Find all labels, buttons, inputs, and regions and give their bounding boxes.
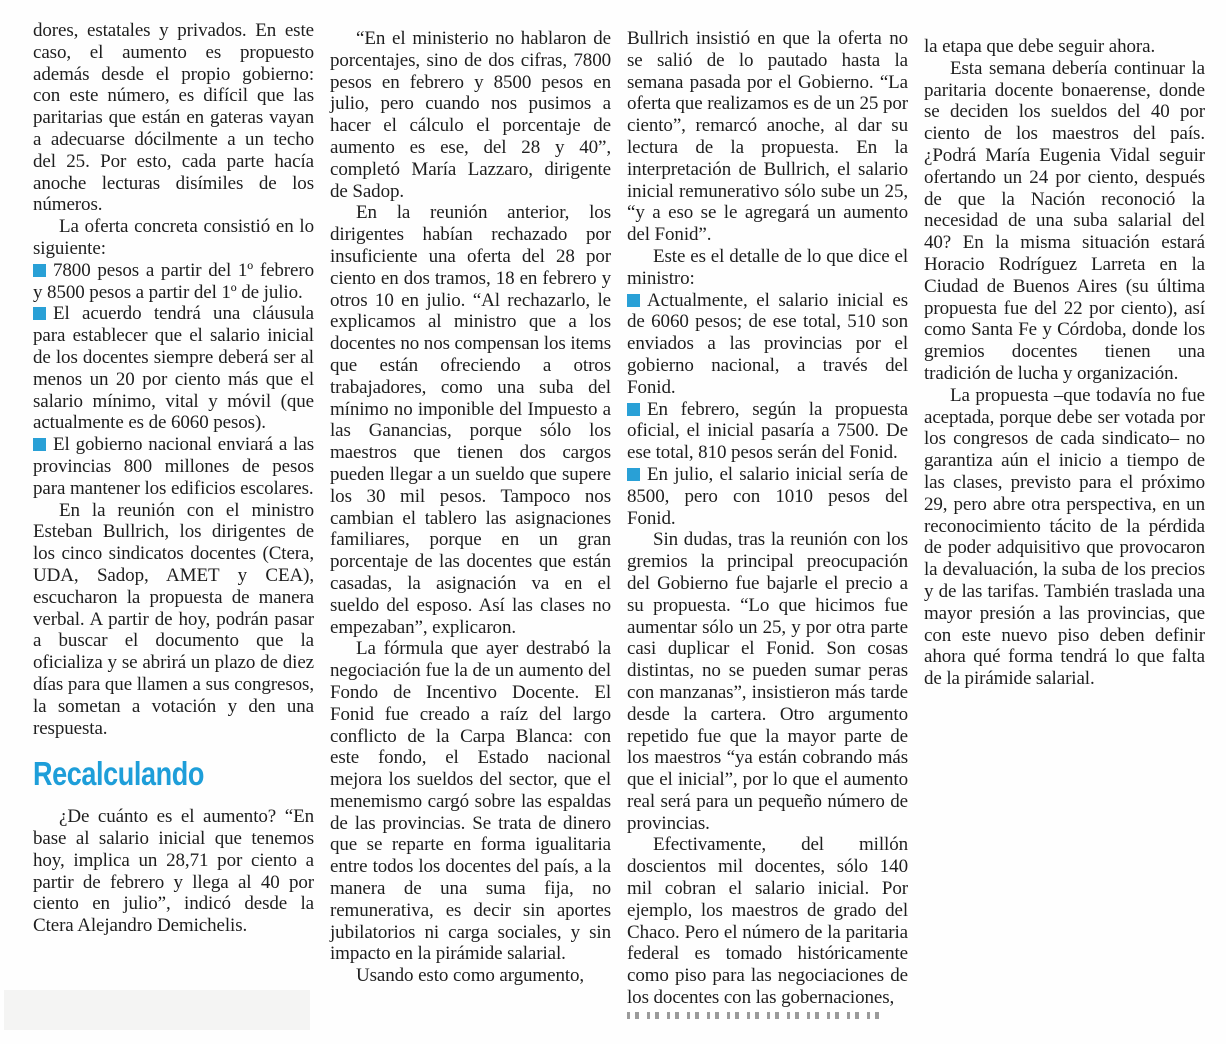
article-column-3 [627,20,908,1019]
paragraph: La propuesta –que todavía no fue aceptada, porque debe ser votada por los congresos de cada sindicato– no garantiza aún el inicio a tiempo de las clases, previsto para el próximo 29, pero abre otra perspectiva, en un reconocimiento tácito de la pérdida de poder adquisitivo que provocaron la devaluación, la suba de los precios y de las tarifas. También traslada una mayor presión a las provincias, que con este nuevo piso deben definir ahora qué forma tendrá lo que falta de la pirámide salarial. [924,384,1205,690]
bullet-square-icon [627,403,640,416]
paragraph: Bullrich insistió en que la oferta no se salió de lo pautado hasta la semana pasada por el Gobierno. “La oferta que realizamos es de un 25 por ciento”, remarcó anoche, al dar su lectura de la propuesta. En la interpretación de Bullrich, el salario inicial remunerativo sólo sube un 25, “y a eso se le agregará un aumento del Fonid”. [627,28,908,246]
paragraph: Usando esto como argumento, [356,965,585,987]
bullet-square-icon [33,307,46,320]
paragraph: Este es el detalle de lo que dice el ministro: [627,245,908,289]
bullet-item: 7800 pesos a partir del 1º febrero y 8500 pesos a partir del 1º de julio. [33,259,314,303]
scan-shade-artifact [4,990,310,1030]
article-column-1 [33,20,314,1019]
article-column-4 [924,20,1205,1019]
paragraph: En la reunión con el ministro Esteban Bullrich, los dirigentes de los cinco sindicatos docentes (Ctera, UDA, Sadop, AMET y CEA), escucharon la propuesta de manera verbal. A partir de hoy, podrán pasar a buscar el documento que la oficializa y se abrirá un plazo de diez días para que llamen a sus congresos, la sometan a votación y den una respuesta. [33,499,314,739]
bullet-item: El acuerdo tendrá una cláusula para establecer que el salario inicial de los docentes siempre deberá ser al menos un 20 por ciento más que el salario mínimo, vital y móvil (que actualmente es de 6060 pesos). [33,303,314,434]
clipped-text-remnant [627,1012,880,1019]
paragraph: dores, estatales y privados. En este caso, el aumento es propuesto además desde el propio gobierno: con este número, es difícil que las paritarias que están en gateras vayan a adecuarse dócilmente a un techo del 25. Por esto, cada parte hacía anoche lecturas disímiles de los números. [33,20,314,216]
bullet-square-icon [33,438,46,451]
paragraph: “En el ministerio no hablaron de porcentajes, sino de dos cifras, 7800 pesos en febrero y 8500 pesos en julio, pero cuando nos pusimos a hacer el cálculo el porcentaje de aumento es ese, del 28 y 40”, completó María Lazzaro, dirigente de Sadop. [330,28,611,202]
section-heading: Recalculando [33,755,205,793]
article-column-2 [330,20,611,1019]
bullet-square-icon [627,468,640,481]
paragraph: En la reunión anterior, los dirigentes habían rechazado por insuficiente una oferta del 28 por ciento en dos tramos, 18 en febrero y otros 10 en julio. “Al rechazarlo, le explicamos al ministro que a los docentes no nos compensan los items que están ofreciendo a otros trabajadores, como una suba del mínimo no imponible del Impuesto a las Ganancias, porque sólo los maestros que tienen dos cargos pueden llegar a un sueldo que supere los 30 mil pesos. Tampoco nos cambian el tablero las asignaciones familiares, porque en un gran porcentaje de las docentes que están casadas, la asignación va en el sueldo del esposo. Así las clases no empezaban”, explicaron. [330,202,611,638]
bullet-item: Actualmente, el salario inicial es de 6060 pesos; de ese total, 510 son enviados a las provincias por el gobierno nacional, a través del Fonid. [627,289,908,398]
paragraph: la etapa que debe seguir ahora. [924,36,1156,57]
bullet-square-icon [627,294,640,307]
bullet-item: En febrero, según la propuesta oficial, el inicial pasaría a 7500. De ese total, 810 pesos serán del Fonid. [627,398,908,464]
bullet-square-icon [33,264,46,277]
paragraph: La oferta concreta consistió en lo siguiente: [33,216,314,259]
paragraph: Efectivamente, del millón doscientos mil docentes, sólo 140 mil cobran el salario inicial. Por ejemplo, los maestros de grado del Chaco. Pero el número de la paritaria federal es tomado históricamente como piso para las negociaciones de los docentes con las gobernaciones, [627,834,908,1009]
paragraph: La fórmula que ayer destrabó la negociación fue la de un aumento del Fondo de Incentivo Docente. El Fonid fue creado a raíz del largo conflicto de la Carpa Blanca: con este fondo, el Estado nacional mejora los sueldos del sector, que el menemismo cargó sobre las espaldas de las provincias. Se trata de dinero que se reparte en forma igualitaria entre todos los docentes del país, a la manera de una suma fija, no remunerativa, es decir sin aportes jubilatorios ni carga sociales, y sin impacto en la pirámide salarial. [330,638,611,965]
paragraph: Esta semana debería continuar la paritaria docente bonaerense, donde se deciden los sueldos del 40 por ciento de los maestros del país. ¿Podrá María Eugenia Vidal seguir ofertando un 24 por ciento, después de que la Nación reconoció la necesidad de una suba salarial del 40? En la misma situación estará Horacio Rodríguez Larreta en la Ciudad de Buenos Aires (su última propuesta fue del 22 por ciento), así como Santa Fe y Córdoba, donde los gremios docentes tienen una tradición de lucha y organización. [924,57,1205,384]
paragraph: ¿De cuánto es el aumento? “En base al salario inicial que tenemos hoy, implica un 28,71 por ciento a partir de febrero y llega al 40 por ciento en julio”, indicó desde la Ctera Alejandro Demichelis. [33,806,314,937]
bullet-item: El gobierno nacional enviará a las provincias 800 millones de pesos para mantener los edificios escolares. [33,434,314,499]
paragraph: Sin dudas, tras la reunión con los gremios la principal preocupación del Gobierno fue bajarle el precio a su propuesta. “Lo que hicimos fue aumentar sólo un 25, y por otra parte casi duplicar el Fonid. Son cosas distintas, no se pueden sumar peras con manzanas”, insistieron más tarde desde la cartera. Otro argumento repetido fue que la mayor parte de los maestros “ya están cobrando más que el inicial”, por lo que el aumento real será para un pequeño número de provincias. [627,529,908,834]
bullet-item: En julio, el salario inicial sería de 8500, pero con 1010 pesos del Fonid. [627,463,908,529]
